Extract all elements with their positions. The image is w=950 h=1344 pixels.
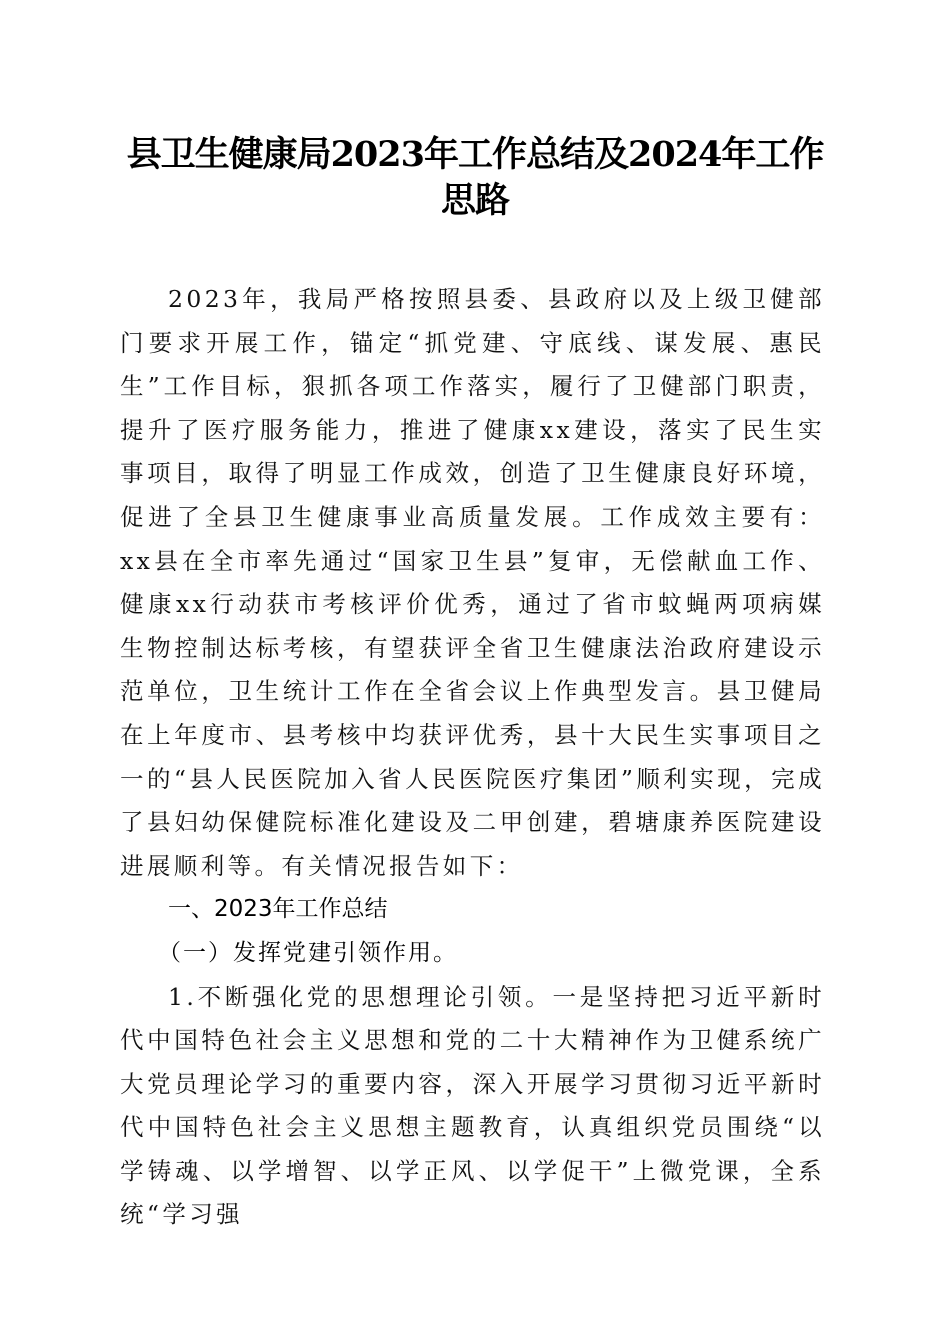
document-body [120, 278, 825, 1237]
section-heading: 一、2023年工作总结 [168, 896, 388, 923]
item-paragraph: 1.不断强化党的思想理论引领。一是坚持把习近平新时代中国特色社会主义思想和党的二十大精神作为卫健系统广大党员理论学习的重要内容，深入开展学习贯彻习近平新时代中国特色社会主义思想主题教育，认真组织党员围绕“以学铸魂、以学增智、以学正风、以学促干”上微党课，全系统“学习强 [120, 982, 825, 1229]
intro-paragraph: 2023年，我局严格按照县委、县政府以及上级卫健部门要求开展工作，锚定“抓党建、守底线、谋发展、惠民生”工作目标，狠抓各项工作落实，履行了卫健部门职责，提升了医疗服务能力，推进了健康xx建设，落实了民生实事项目，取得了明显工作成效，创造了卫生健康良好环境，促进了全县卫生健康事业高质量发展。工作成效主要有：xx县在全市率先通过“国家卫生县”复审，无偿献血工作、健康xx行动获市考核评价优秀，通过了省市蚊蝇两项病媒生物控制达标考核，有望获评全省卫生健康法治政府建设示范单位，卫生统计工作在全省会议上作典型发言。县卫健局在上年度市、县考核中均获评优秀，县十大民生实事项目之一的“县人民医院加入省人民医院医疗集团”顺利实现，完成了县妇幼保健院标准化建设及二甲创建，碧塘康养医院建设进展顺利等。有关情况报告如下： [120, 285, 825, 880]
subsection-heading: （一）发挥党建引领作用。 [158, 939, 458, 966]
document-title: 县卫生健康局2023年工作总结及2024年工作思路 [126, 134, 824, 221]
